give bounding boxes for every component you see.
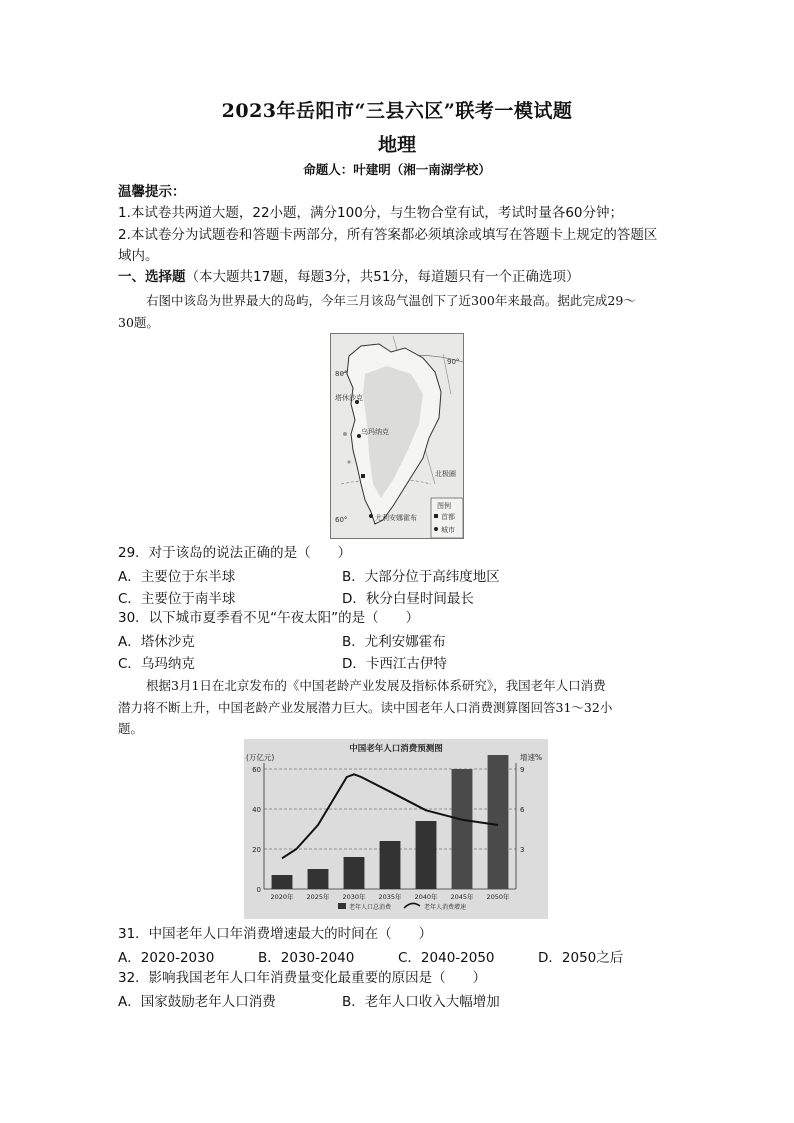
q29-option-d[interactable]: D．秋分白昼时间最长 [342, 591, 474, 607]
passage-1-line-2: 30题。 [118, 315, 159, 330]
passage-2-line-3: 题。 [118, 721, 144, 736]
q30-option-d[interactable]: D．卡西江古伊特 [342, 656, 447, 672]
section-heading-label: 一、选择题 [118, 269, 186, 285]
notice-heading: 温馨提示： [118, 184, 186, 200]
coast-island [343, 432, 347, 436]
q30-stem: 30．以下城市夏季看不见“午夜太阳”的是（ ） [118, 610, 420, 626]
city-icon [369, 514, 373, 518]
section-heading-desc: （本大题共17题，每题3分，共51分，每道题只有一个正确选项） [185, 269, 580, 285]
map-label-city3: 尤利安娜霍布 [375, 514, 417, 522]
legend-capital-label: 首都 [441, 513, 455, 521]
y-tick-label: 40 [252, 806, 261, 814]
legend-line-swatch [404, 903, 420, 908]
legend-bar-label: 老年人口总消费 [349, 904, 392, 911]
passage-2-line-1: 根据3月1日在北京发布的《中国老龄产业发展及指标体系研究》，我国老年人口消费 [146, 678, 606, 693]
map-label-arctic-circle: 北极圈 [435, 470, 456, 478]
elderly-consumption-chart-svg [244, 739, 548, 919]
q29-stem: 29．对于该岛的说法正确的是（ ） [118, 545, 352, 561]
x-tick-label: 2025年 [306, 893, 330, 901]
bar [380, 841, 401, 889]
q31-option-b[interactable]: B．2030-2040 [258, 950, 355, 966]
passage-1-line-1: 右图中该岛为世界最大的岛屿，今年三月该岛气温创下了近300年来最高。据此完成29～ [146, 293, 636, 308]
legend-title: 图例 [437, 502, 451, 510]
bar [308, 869, 329, 889]
y-tick-label: 60 [252, 766, 261, 774]
chart-ylabel-left: (万亿元) [246, 753, 275, 762]
q29-option-c[interactable]: C．主要位于南半球 [118, 591, 236, 607]
x-tick-label: 2050年 [486, 893, 510, 901]
notice-item-1: 1.本试卷共两道大题，22小题，满分100分，与生物合堂有试，考试时量各60分钟； [118, 205, 624, 221]
chart-legend [338, 903, 466, 911]
x-tick-label: 2030年 [342, 893, 366, 901]
greenland-map-svg [331, 334, 464, 539]
author-line: 命题人：叶建明（湘一南湖学校） [303, 162, 491, 177]
q31-option-a[interactable]: A．2020-2030 [118, 950, 215, 966]
x-tick-label: 2035年 [378, 893, 402, 901]
legend-city-label: 城市 [441, 526, 455, 534]
q29-option-b[interactable]: B．大部分位于高纬度地区 [342, 569, 500, 585]
q31-option-d[interactable]: D．2050之后 [538, 950, 624, 966]
q31-stem: 31．中国老年人口年消费增速最大的时间在（ ） [118, 926, 433, 942]
map-label-lat60: 60° [335, 516, 348, 524]
greenland-map [330, 333, 464, 539]
q31-option-c[interactable]: C．2040-2050 [398, 950, 495, 966]
x-tick-label: 2040年 [414, 893, 438, 901]
notice-item-2-line-2: 域内。 [118, 248, 159, 264]
map-label-lat80: 80° [335, 370, 348, 378]
map-label-city2: 乌玛纳克 [361, 428, 389, 436]
capital-icon [361, 474, 365, 478]
chart-ylabel-right: 增速% [520, 753, 543, 762]
map-label-lon90: 90° [447, 358, 460, 366]
bar [344, 857, 365, 889]
legend-line-label: 老年人消费增速 [424, 904, 467, 911]
subject-title: 地理 [377, 134, 416, 156]
q30-option-a[interactable]: A．塔休沙克 [118, 634, 195, 650]
coast-island [347, 460, 350, 463]
bar [272, 875, 293, 889]
q32-option-b[interactable]: B．老年人口收入大幅增加 [342, 994, 500, 1010]
y2-tick-label: 9 [520, 766, 525, 774]
bar [488, 755, 509, 889]
chart-title: 中国老年人口消费预测图 [349, 744, 443, 754]
bar [452, 769, 473, 889]
q32-option-a[interactable]: A．国家鼓励老年人口消费 [118, 994, 276, 1010]
page-title: 2023年岳阳市“三县六区”联考一模试题 [221, 100, 573, 122]
x-tick-label: 2020年 [270, 893, 294, 901]
bar [416, 821, 437, 889]
y-tick-label: 20 [252, 846, 261, 854]
q32-stem: 32．影响我国老年人口年消费量变化最重要的原因是（ ） [118, 970, 487, 986]
notice-item-2-line-1: 2.本试卷分为试题卷和答题卡两部分，所有答案都必须填涂或填写在答题卡上规定的答题区 [118, 227, 658, 243]
legend-bar-swatch [338, 903, 346, 909]
y2-tick-label: 3 [520, 846, 525, 854]
x-tick-label: 2045年 [450, 893, 474, 901]
map-label-city1: 塔休沙克 [335, 394, 363, 402]
q30-option-c[interactable]: C．乌玛纳克 [118, 656, 195, 672]
legend-capital-icon [434, 514, 438, 518]
passage-2-line-2: 潜力将不断上升，中国老龄产业发展潜力巨大。读中国老年人口消费测算图回答31～32小 [118, 700, 613, 715]
y2-tick-label: 6 [520, 806, 525, 814]
q29-option-a[interactable]: A．主要位于东半球 [118, 569, 236, 585]
section-heading [118, 267, 579, 287]
elderly-consumption-chart [244, 739, 548, 919]
legend-city-icon [434, 527, 438, 531]
y-tick-label: 0 [256, 886, 261, 894]
q30-option-b[interactable]: B．尤利安娜霍布 [342, 634, 446, 650]
